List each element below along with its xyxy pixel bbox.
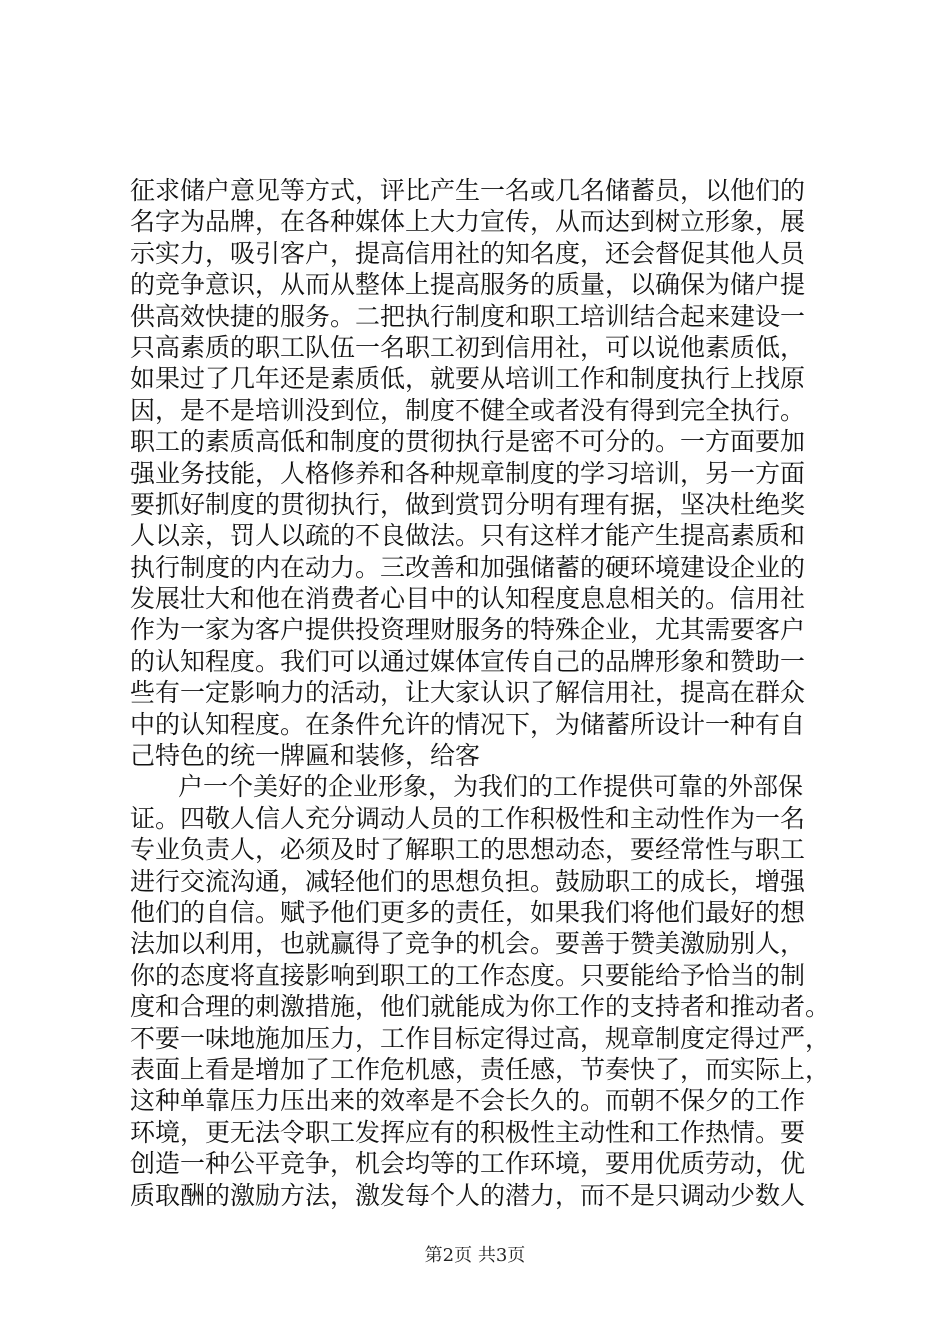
- text-line: 名字为品牌，在各种媒体上大力宣传，从而达到树立形象，展: [130, 207, 806, 237]
- text-line: 质取酬的激励方法，激发每个人的潜力，而不是只调动少数人: [130, 1180, 806, 1210]
- text-line: 创造一种公平竞争，机会均等的工作环境，要用优质劳动，优: [130, 1149, 806, 1179]
- text-line: 作为一家为客户提供投资理财服务的特殊企业，尤其需要客户: [130, 615, 806, 645]
- text-line: 专业负责人，必须及时了解职工的思想动态，要经常性与职工: [130, 835, 806, 865]
- text-line: 中的认知程度。在条件允许的情况下，为储蓄所设计一种有自: [130, 709, 806, 739]
- text-line: 证。四敬人信人充分调动人员的工作积极性和主动性作为一名: [130, 803, 806, 833]
- text-line: 供高效快捷的服务。二把执行制度和职工培训结合起来建设一: [130, 301, 806, 331]
- text-line: 你的态度将直接影响到职工的工作态度。只要能给予恰当的制: [130, 960, 806, 990]
- text-line: 不要一味地施加压力，工作目标定得过高，规章制度定得过严，: [130, 1023, 831, 1053]
- text-line: 度和合理的刺激措施，他们就能成为你工作的支持者和推动者。: [130, 992, 831, 1022]
- text-line: 人以亲，罚人以疏的不良做法。只有这样才能产生提高素质和: [130, 521, 806, 551]
- text-line: 的竞争意识，从而从整体上提高服务的质量，以确保为储户提: [130, 270, 806, 300]
- text-line: 只高素质的职工队伍一名职工初到信用社，可以说他素质低，: [130, 332, 806, 362]
- text-line: 表面上看是增加了工作危机感，责任感，节奏快了，而实际上，: [130, 1054, 831, 1084]
- text-line: 强业务技能，人格修养和各种规章制度的学习培训，另一方面: [130, 458, 806, 488]
- text-line: 执行制度的内在动力。三改善和加强储蓄的硬环境建设企业的: [130, 552, 806, 582]
- text-line: 要抓好制度的贯彻执行，做到赏罚分明有理有据，坚决杜绝奖: [130, 489, 806, 519]
- text-line: 如果过了几年还是素质低，就要从培训工作和制度执行上找原: [130, 364, 806, 394]
- text-line: 法加以利用，也就赢得了竞争的机会。要善于赞美激励别人，: [130, 929, 806, 959]
- text-line: 进行交流沟通，减轻他们的思想负担。鼓励职工的成长，增强: [130, 866, 806, 896]
- text-line: 发展壮大和他在消费者心目中的认知程度息息相关的。信用社: [130, 584, 806, 614]
- text-line: 己特色的统一牌匾和装修，给客: [130, 741, 481, 771]
- text-line: 他们的自信。赋予他们更多的责任，如果我们将他们最好的想: [130, 897, 806, 927]
- text-line: 示实力，吸引客户，提高信用社的知名度，还会督促其他人员: [130, 238, 806, 268]
- text-line: 环境，更无法令职工发挥应有的积极性主动性和工作热情。要: [130, 1117, 806, 1147]
- text-line: 这种单靠压力压出来的效率是不会长久的。而朝不保夕的工作: [130, 1086, 806, 1116]
- text-line: 户一个美好的企业形象，为我们的工作提供可靠的外部保: [178, 772, 804, 802]
- document-body: [130, 175, 830, 1211]
- text-line: 职工的素质高低和制度的贯彻执行是密不可分的。一方面要加: [130, 427, 806, 457]
- text-line: 征求储户意见等方式，评比产生一名或几名储蓄员，以他们的: [130, 176, 806, 205]
- text-line: 些有一定影响力的活动，让大家认识了解信用社，提高在群众: [130, 678, 806, 708]
- text-line: 因，是不是培训没到位，制度不健全或者没有得到完全执行。: [130, 395, 806, 425]
- text-line: 的认知程度。我们可以通过媒体宣传自己的品牌形象和赞助一: [130, 646, 806, 676]
- page-footer: 第2页 共3页: [424, 1245, 526, 1266]
